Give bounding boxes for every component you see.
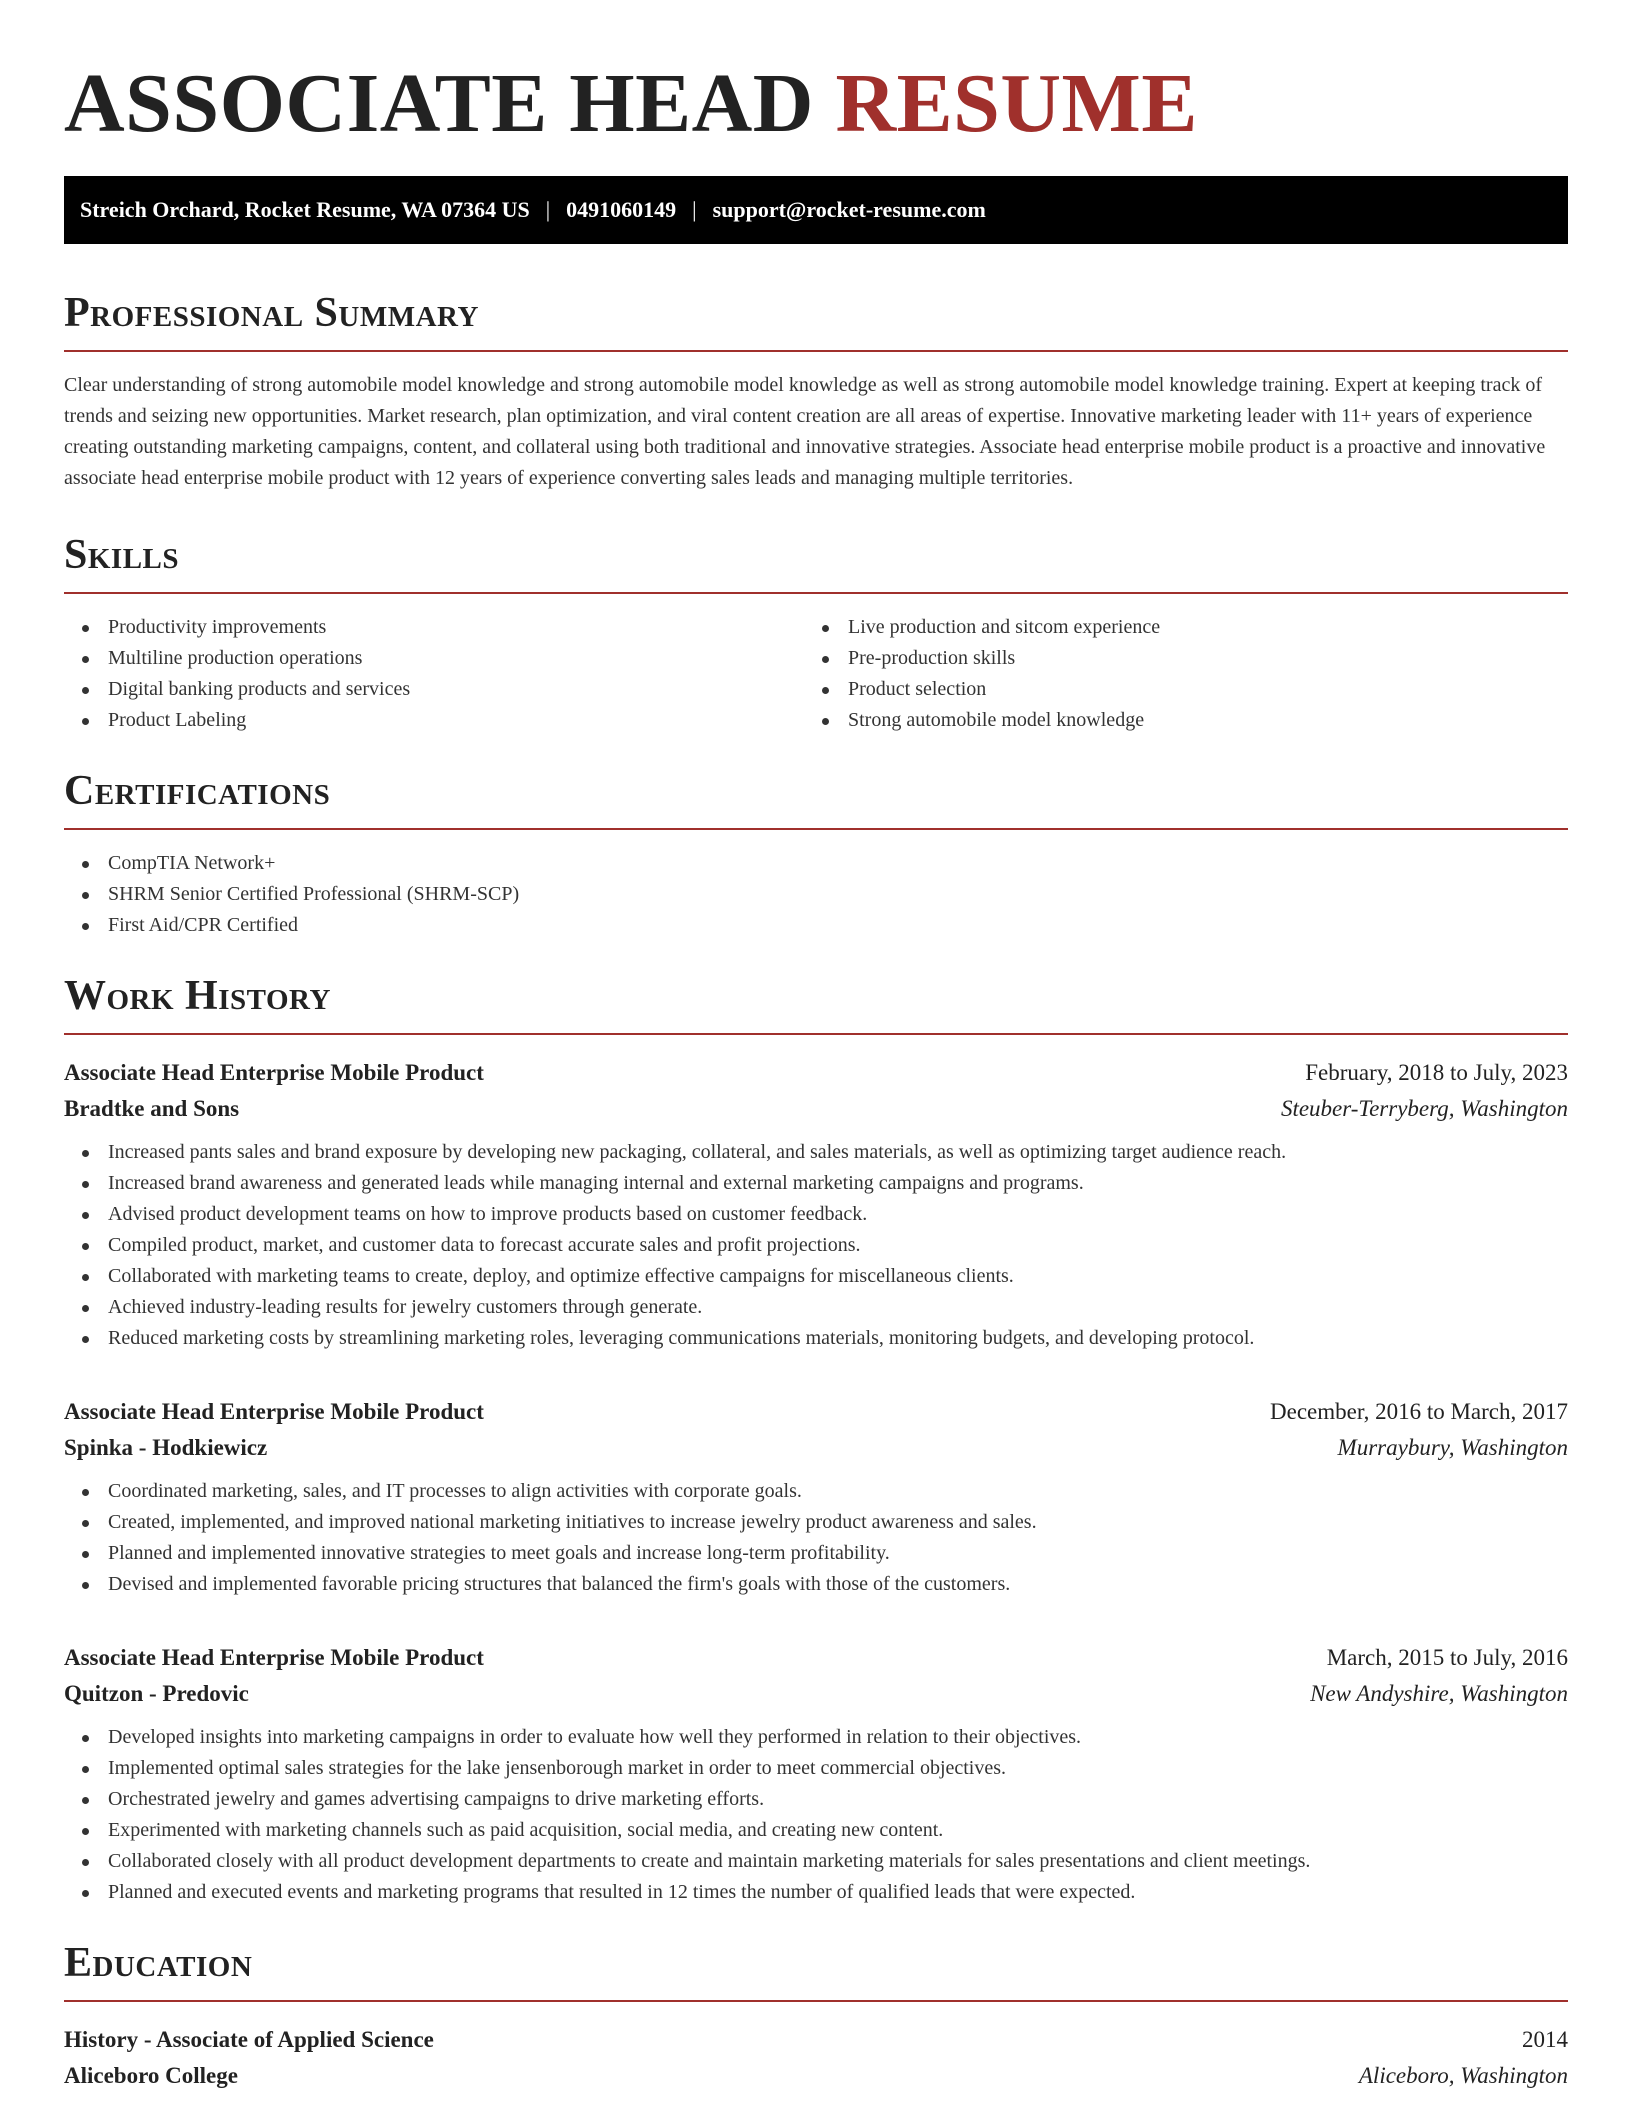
education-year: 2014 [1522,2027,1568,2052]
job-employer-row [64,1430,1568,1466]
job-dates: March, 2015 to July, 2016 [1326,1645,1568,1670]
list-item: Strong automobile model knowledge [804,705,1568,736]
job-title: Associate Head Enterprise Mobile Product [64,1399,484,1424]
title-main: ASSOCIATE HEAD [64,57,814,150]
job-location: New Andyshire, Washington [1310,1681,1568,1706]
education-heading: Education [64,1940,253,1986]
education-location: Aliceboro, Washington [1358,2063,1568,2088]
education-degree: History - Associate of Applied Science [64,2027,434,2052]
section-divider [64,2000,1568,2002]
job-header-row [64,1640,1568,1676]
contact-separator: | [692,197,697,222]
summary-heading: Professional Summary [64,290,479,336]
list-item: Planned and implemented innovative strategies to meet goals and increase long-term profitability. [64,1538,1568,1569]
list-item: Created, implemented, and improved national marketing initiatives to increase jewelry product awareness and sales. [64,1507,1568,1538]
job-employer: Spinka - Hodkiewicz [64,1435,268,1460]
job-employer: Quitzon - Predovic [64,1681,249,1706]
job-bullets [64,1722,1568,1908]
certifications-heading: Certifications [64,768,331,814]
job-location: Murraybury, Washington [1337,1435,1568,1460]
list-item: Product selection [804,674,1568,705]
contact-bar [64,176,1568,244]
list-item: Developed insights into marketing campaigns in order to evaluate how well they performed in relation to their objectives. [64,1722,1568,1753]
skills-list-left [64,612,804,736]
skills-section [64,530,1568,736]
section-divider [64,350,1568,352]
skills-heading: Skills [64,532,180,578]
contact-separator: | [545,197,551,222]
job-dates: December, 2016 to March, 2017 [1270,1399,1568,1424]
education-entry [64,2022,1568,2094]
section-divider [64,592,1568,594]
education-degree-row [64,2022,1568,2058]
list-item: Increased brand awareness and generated leads while managing internal and external marketing campaigns and programs. [64,1168,1568,1199]
resume-title [64,56,1568,152]
education-school: Aliceboro College [64,2063,238,2088]
contact-email: support@rocket-resume.com [712,197,986,222]
list-item: SHRM Senior Certified Professional (SHRM-SCP) [64,879,1568,910]
list-item: Collaborated with marketing teams to create, deploy, and optimize effective campaigns for miscellaneous clients. [64,1261,1568,1292]
summary-text: Clear understanding of strong automobile model knowledge and strong automobile model knowledge as well as strong automobile model knowledge training. Expert at keeping track of trends and seizing new opportunities. Market research, plan optimization, and viral content creation are all areas of expertise. Innovative marketing leader with 11+ years of experience creating outstanding marketing campaigns, content, and collateral using both traditional and innovative strategies. Associate head enterprise mobile product is a proactive and innovative associate head enterprise mobile product with 12 years of experience converting sales leads and managing multiple territories. [64,374,1546,489]
job-title: Associate Head Enterprise Mobile Product [64,1060,484,1085]
list-item: Reduced marketing costs by streamlining marketing roles, leveraging communications materials, monitoring budgets, and developing protocol. [64,1323,1568,1354]
list-item: Planned and executed events and marketing programs that resulted in 12 times the number of qualified leads that were expected. [64,1877,1568,1908]
list-item: CompTIA Network+ [64,848,1568,879]
list-item: Product Labeling [64,705,804,736]
list-item: Collaborated closely with all product development departments to create and maintain marketing materials for sales presentations and client meetings. [64,1846,1568,1877]
title-accent: RESUME [835,57,1198,150]
section-divider [64,1033,1568,1035]
contact-address: Streich Orchard, Rocket Resume, WA 07364 US [80,197,530,222]
job-header-row [64,1055,1568,1091]
job-title: Associate Head Enterprise Mobile Product [64,1645,484,1670]
list-item: Achieved industry-leading results for jewelry customers through generate. [64,1292,1568,1323]
contact-phone: 0491060149 [566,197,677,222]
job-entry [64,1055,1568,1354]
list-item: Orchestrated jewelry and games advertising campaigns to drive marketing efforts. [64,1784,1568,1815]
list-item: Digital banking products and services [64,674,804,705]
work-section [64,971,1568,1908]
job-bullets [64,1476,1568,1600]
list-item: Compiled product, market, and customer data to forecast accurate sales and profit projections. [64,1230,1568,1261]
summary-section [64,288,1568,494]
list-item: Implemented optimal sales strategies for the lake jensenborough market in order to meet commercial objectives. [64,1753,1568,1784]
list-item: Advised product development teams on how to improve products based on customer feedback. [64,1199,1568,1230]
job-dates: February, 2018 to July, 2023 [1305,1060,1568,1085]
job-entry [64,1394,1568,1600]
job-bullets [64,1137,1568,1354]
skills-grid [64,612,1568,736]
job-entry [64,1640,1568,1908]
certifications-section [64,766,1568,941]
job-header-row [64,1394,1568,1430]
list-item: Live production and sitcom experience [804,612,1568,643]
certifications-list [64,848,1568,941]
job-employer-row [64,1676,1568,1712]
list-item: Experimented with marketing channels such as paid acquisition, social media, and creating new content. [64,1815,1568,1846]
skills-list-right [804,612,1568,736]
section-divider [64,828,1568,830]
job-employer: Bradtke and Sons [64,1096,240,1121]
job-location: Steuber-Terryberg, Washington [1280,1096,1568,1121]
list-item: Multiline production operations [64,643,804,674]
list-item: Devised and implemented favorable pricing structures that balanced the firm's goals with those of the customers. [64,1569,1568,1600]
job-employer-row [64,1091,1568,1127]
list-item: Coordinated marketing, sales, and IT processes to align activities with corporate goals. [64,1476,1568,1507]
list-item: Increased pants sales and brand exposure by developing new packaging, collateral, and sales materials, as well as optimizing target audience reach. [64,1137,1568,1168]
education-section [64,1938,1568,2094]
education-school-row [64,2058,1568,2094]
list-item: Productivity improvements [64,612,804,643]
list-item: First Aid/CPR Certified [64,910,1568,941]
work-heading: Work History [64,973,331,1019]
list-item: Pre-production skills [804,643,1568,674]
